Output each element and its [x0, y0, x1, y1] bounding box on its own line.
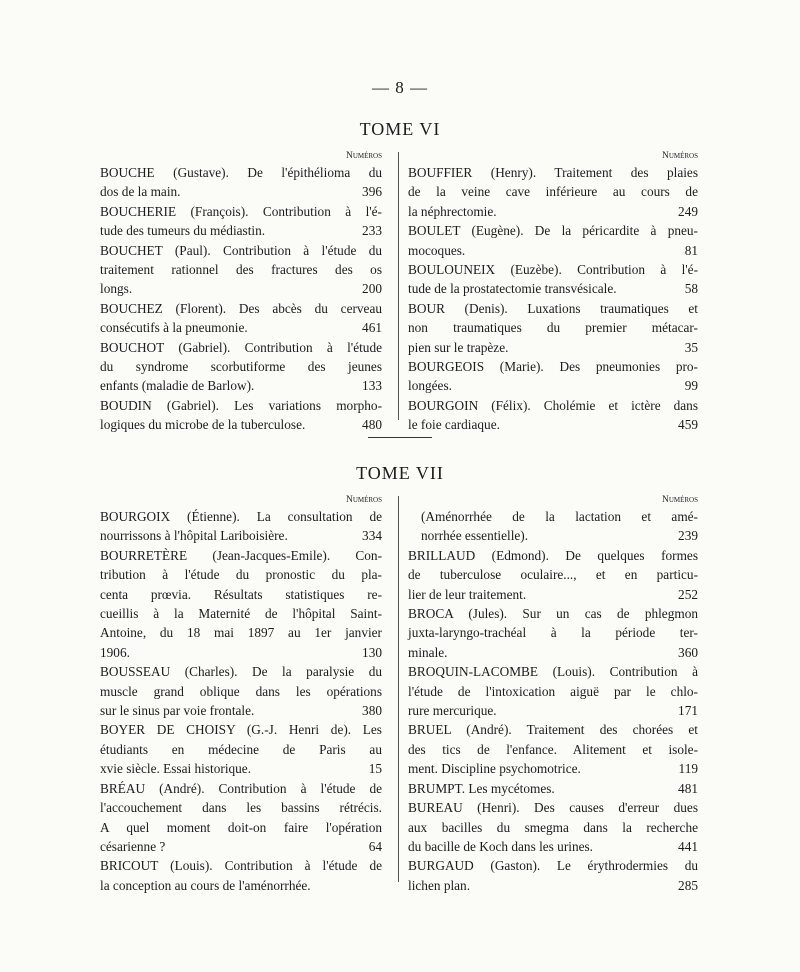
- entry-line: de la veine cave inférieure au cours de: [408, 184, 698, 200]
- entry-number: 200: [362, 281, 382, 297]
- entry-line: l'étude de l'intoxication aiguë par le chlo-: [408, 683, 698, 699]
- entry-line: 15 xvie siècle. Essai historique.: [113, 759, 382, 778]
- entry-line: BOUR (Denis). Luxations traumatiques et: [408, 300, 698, 316]
- bibliography-entry: [100, 202, 382, 241]
- bibliography-entry: [100, 241, 382, 299]
- tome-vi-section: [96, 150, 704, 433]
- bibliography-entry: [408, 546, 698, 604]
- entry-line: BRÉAU (André). Contribution à l'étude de: [100, 780, 382, 796]
- entry-number: 396: [362, 184, 382, 200]
- column-divider: [398, 152, 399, 420]
- entry-number: 360: [678, 644, 698, 660]
- entry-line: 480 logiques du microbe de la tuberculose.: [113, 415, 382, 434]
- entry-line: 233 tude des tumeurs du médiastin.: [113, 221, 382, 240]
- entry-number: 461: [362, 320, 382, 336]
- tome-vi-right-column: [408, 150, 698, 435]
- entry-line: juxta-laryngo-trachéal à la période ter-: [408, 625, 698, 641]
- bibliography-entry: [100, 507, 382, 546]
- section-divider: [368, 437, 432, 438]
- bibliography-entry: [100, 338, 382, 396]
- bibliography-entry: [100, 546, 382, 662]
- entry-line: 380 sur le sinus par voie frontale.: [113, 701, 382, 720]
- entry-line: des tics de l'enfance. Alitement et isole-: [408, 741, 698, 757]
- tome-vi-title: TOME VI: [359, 119, 441, 139]
- entry-number: 81: [684, 242, 698, 258]
- entry-line: aux bacilles du smegma dans la recherche: [408, 819, 698, 835]
- entry-number: 239: [678, 528, 698, 544]
- entry-line: 200 longs.: [113, 279, 382, 298]
- entry-line: 285 lichen plan.: [421, 876, 698, 895]
- entry-line: BRICOUT (Louis). Contribution à l'étude de: [100, 858, 382, 874]
- entry-line: 396 dos de la main.: [113, 182, 382, 201]
- entry-line: traitement rationnel des fractures des os: [100, 262, 382, 278]
- entry-line: BOULET (Eugène). De la péricardite à pneu-: [408, 223, 698, 239]
- entry-line: BOUDIN (Gabriel). Les variations morpho-: [100, 397, 382, 413]
- entry-line: BRUEL (André). Traitement des chorées et: [408, 722, 698, 738]
- tome-vii-section: [96, 494, 704, 894]
- entry-number: 334: [362, 528, 382, 544]
- bibliography-entry: [408, 798, 698, 856]
- entry-line: BOUCHERIE (François). Contribution à l'é-: [100, 203, 382, 219]
- entry-line: 481 BRUMPT. Les mycétomes.: [421, 779, 698, 798]
- bibliography-entry: [408, 507, 698, 546]
- entry-line: BROCA (Jules). Sur un cas de phlegmon: [408, 606, 698, 622]
- entry-line: la conception au cours de l'aménorrhée.: [100, 877, 311, 893]
- entry-line: BOUCHEZ (Florent). Des abcès du cerveau: [100, 300, 382, 316]
- entry-number: 249: [678, 203, 698, 219]
- entry-number: 35: [684, 339, 698, 355]
- column-divider: [398, 496, 399, 882]
- entry-number: 380: [362, 703, 382, 719]
- entry-line: BOUCHET (Paul). Contribution à l'étude du: [100, 242, 382, 258]
- entry-line: BOUSSEAU (Charles). De la paralysie du: [100, 664, 382, 680]
- bibliography-entry: [408, 720, 698, 778]
- entry-line: BOURRETÈRE (Jean-Jacques-Emile). Con-: [100, 547, 382, 563]
- entry-line: non traumatiques du premier métacar-: [408, 320, 698, 336]
- entry-line: centa prœvia. Résultats statistiques re-: [100, 586, 382, 602]
- entry-line: 252 lier de leur traitement.: [421, 585, 698, 604]
- entry-line: BOYER DE CHOISY (G.-J. Henri de). Les: [100, 722, 382, 738]
- entry-number: 441: [678, 838, 698, 854]
- numeros-header: Numéros: [661, 151, 698, 161]
- entry-number: 459: [678, 417, 698, 433]
- bibliography-entry: [408, 396, 698, 435]
- entry-number: 252: [678, 586, 698, 602]
- entry-number: 171: [678, 703, 698, 719]
- entry-line: BOULOUNEIX (Euzèbe). Contribution à l'é-: [408, 262, 698, 278]
- bibliography-entry: [408, 299, 698, 357]
- entry-line: 239 norrhée essentielle).: [421, 526, 698, 545]
- bibliography-entry: [100, 662, 382, 720]
- entry-number: 119: [678, 761, 698, 777]
- bibliography-entry: [408, 779, 698, 798]
- entry-line: 35 pien sur le trapèze.: [421, 338, 698, 357]
- entry-number: 133: [362, 378, 382, 394]
- entry-line: tribution à l'étude du pronostic du pla-: [100, 567, 382, 583]
- bibliography-entry: [100, 720, 382, 778]
- bibliography-entry: [100, 856, 382, 895]
- entry-line: BOUFFIER (Henry). Traitement des plaies: [408, 165, 698, 180]
- entry-number: 130: [362, 644, 382, 660]
- entry-line: du syndrome scorbutiforme des jeunes: [100, 359, 382, 375]
- entry-number: 481: [678, 780, 698, 796]
- entry-line: 459 le foie cardiaque.: [421, 415, 698, 434]
- entry-line: muscle grand oblique dans les opérations: [100, 683, 382, 699]
- entry-line: 58 tude de la prostatectomie transvésicale.: [421, 279, 698, 298]
- bibliography-entry: [408, 357, 698, 396]
- bibliography-entry: [408, 163, 698, 221]
- entry-line: 171 rure mercurique.: [421, 701, 698, 720]
- entry-line: 360 minale.: [421, 643, 698, 662]
- entry-number: 233: [362, 223, 382, 239]
- tome-vi-left-column: [100, 150, 382, 435]
- tome-vii-left-column: [100, 494, 382, 895]
- entry-line: BURGAUD (Gaston). Le érythrodermies du: [408, 858, 698, 874]
- entry-line: 119 ment. Discipline psychomotrice.: [421, 759, 698, 778]
- entry-line: 64 césarienne ?: [113, 837, 382, 856]
- entry-line: BOURGOIX (Étienne). La consultation de: [100, 509, 382, 524]
- tome-vii-title: TOME VII: [356, 463, 444, 483]
- numeros-header: Numéros: [345, 495, 382, 505]
- entry-line: BROQUIN-LACOMBE (Louis). Contribution à: [408, 664, 698, 680]
- entry-line: 99 longées.: [421, 376, 698, 395]
- entry-line: BOURGOIN (Félix). Cholémie et ictère dans: [408, 397, 698, 413]
- bibliography-entry: [100, 163, 382, 202]
- bibliography-entry: [408, 662, 698, 720]
- entry-line: BUREAU (Henri). Des causes d'erreur dues: [408, 800, 698, 816]
- entry-number: 99: [684, 378, 698, 394]
- bibliography-entry: [100, 396, 382, 435]
- bibliography-entry: [100, 299, 382, 338]
- entry-line: l'accouchement dans les bassins rétrécis.: [100, 800, 382, 816]
- entry-line: 334 nourrissons à l'hôpital Lariboisière.: [113, 526, 382, 545]
- bibliography-entry: [408, 260, 698, 299]
- entry-line: cueillis à la Maternité de l'hôpital Saint-: [100, 606, 382, 622]
- entry-line: de tuberculose oculaire..., et en particu-: [408, 567, 698, 583]
- entry-line: BOUCHOT (Gabriel). Contribution à l'étude: [100, 339, 382, 355]
- entry-number: 480: [362, 417, 382, 433]
- numeros-header: Numéros: [661, 495, 698, 505]
- entry-line: BRILLAUD (Edmond). De quelques formes: [408, 547, 698, 563]
- entry-line: 130 1906.: [113, 643, 382, 662]
- entry-line: Antoine, du 18 mai 1897 au 1er janvier: [100, 625, 382, 641]
- bibliography-entry: [408, 221, 698, 260]
- entry-line: 441 du bacille de Koch dans les urines.: [421, 837, 698, 856]
- entry-line: 249 la néphrectomie.: [421, 202, 698, 221]
- entry-line: BOUCHE (Gustave). De l'épithélioma du: [100, 165, 382, 180]
- tome-vii-right-column: [408, 494, 698, 895]
- bibliography-entry: [408, 856, 698, 895]
- entry-line: (Aménorrhée de la lactation et amé-: [421, 509, 698, 524]
- entry-line: étudiants en médecine de Paris au: [100, 741, 382, 757]
- entry-line: 133 enfants (maladie de Barlow).: [113, 376, 382, 395]
- bibliography-entry: [408, 604, 698, 662]
- numeros-header: Numéros: [345, 151, 382, 161]
- entry-number: 285: [678, 877, 698, 893]
- page-number: — 8 —: [372, 78, 428, 97]
- bibliography-entry: [100, 779, 382, 857]
- entry-line: 461 consécutifs à la pneumonie.: [113, 318, 382, 337]
- entry-line: A quel moment doit-on faire l'opération: [100, 819, 382, 835]
- entry-line: BOURGEOIS (Marie). Des pneumonies pro-: [408, 359, 698, 375]
- entry-number: 58: [684, 281, 698, 297]
- entry-number: 64: [368, 838, 382, 854]
- entry-number: 15: [368, 761, 382, 777]
- entry-line: 81 mocoques.: [421, 241, 698, 260]
